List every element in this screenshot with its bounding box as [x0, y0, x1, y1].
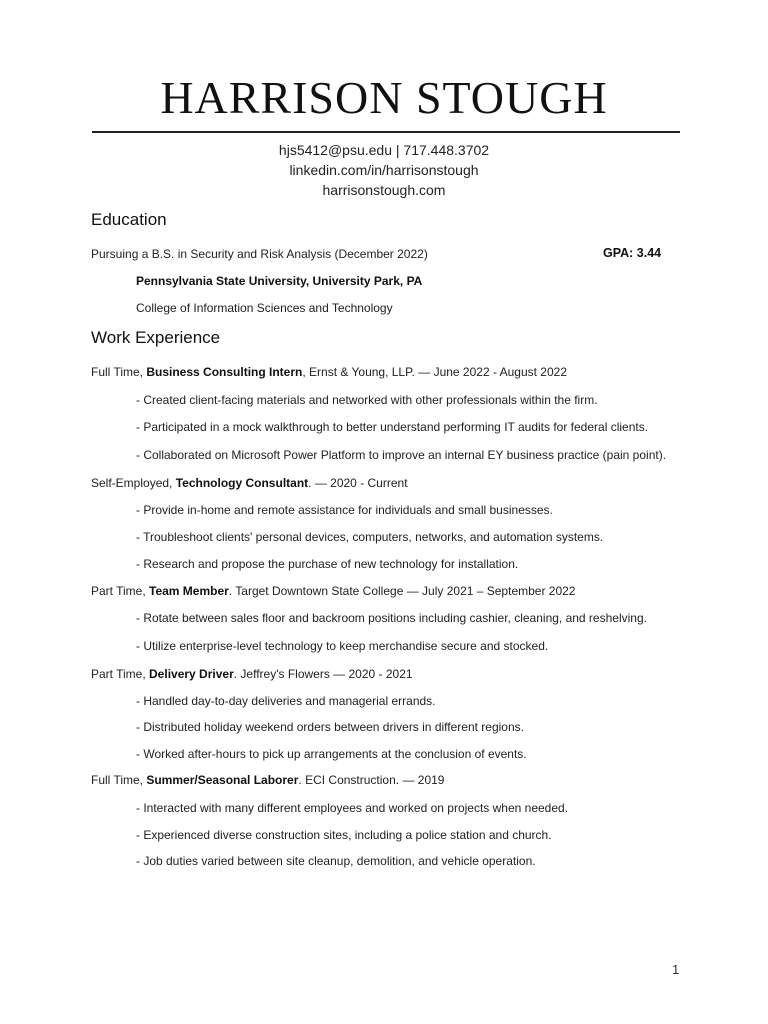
job-details: , Ernst & Young, LLP. — June 2022 - August 2022 [302, 365, 568, 379]
job-title: Technology Consultant [175, 476, 309, 490]
contact-email-phone: hjs5412@psu.edu | 717.448.3702 [278, 142, 490, 158]
job-bullet: - Rotate between sales floor and backroom positions including cashier, cleaning, and reshelving. [136, 611, 647, 625]
job-type: Part Time, [91, 584, 150, 598]
job-heading [91, 475, 408, 491]
education-school: Pennsylvania State University, University Park, PA [136, 274, 423, 288]
education-degree: Pursuing a B.S. in Security and Risk Analysis (December 2022) [91, 247, 428, 261]
contact-website: harrisonstough.com [322, 182, 446, 198]
job-details: . ECI Construction. — 2019 [298, 773, 445, 787]
job-bullet: - Interacted with many different employees and worked on projects when needed. [136, 801, 569, 815]
work-heading: Work Experience [91, 328, 221, 347]
job-bullet: - Research and propose the purchase of new technology for installation. [136, 557, 519, 571]
job-heading [91, 772, 444, 788]
job-heading [91, 364, 567, 380]
job-bullet: - Created client-facing materials and networked with other professionals within the firm. [136, 393, 598, 407]
education-heading: Education [91, 210, 167, 229]
job-details: . Jeffrey's Flowers — 2020 - 2021 [233, 667, 413, 681]
job-heading [91, 583, 575, 599]
education-college: College of Information Sciences and Technology [136, 301, 393, 315]
job-bullet: - Handled day-to-day deliveries and managerial errands. [136, 694, 436, 708]
job-type: Full Time, [91, 365, 147, 379]
job-type: Full Time, [91, 773, 147, 787]
job-title: Team Member [149, 584, 229, 598]
job-details: . Target Downtown State College — July 2021 – September 2022 [228, 584, 576, 598]
job-bullet: - Experienced diverse construction sites, including a police station and church. [136, 828, 552, 842]
job-type: Self-Employed, [91, 476, 176, 490]
job-title: Business Consulting Intern [146, 365, 303, 379]
job-bullet: - Utilize enterprise-level technology to keep merchandise secure and stocked. [136, 639, 549, 653]
page-number: 1 [672, 962, 680, 977]
job-bullet: - Distributed holiday weekend orders between drivers in different regions. [136, 720, 524, 734]
job-heading [91, 666, 413, 682]
job-bullet: - Worked after-hours to pick up arrangements at the conclusion of events. [136, 747, 527, 761]
job-bullet: - Provide in-home and remote assistance for individuals and small businesses. [136, 503, 553, 517]
job-bullet: - Participated in a mock walkthrough to better understand performing IT audits for federal clients. [136, 420, 649, 434]
education-gpa: GPA: 3.44 [603, 246, 662, 260]
job-bullet: - Job duties varied between site cleanup, demolition, and vehicle operation. [136, 854, 536, 868]
job-type: Part Time, [91, 667, 150, 681]
job-title: Delivery Driver [149, 667, 234, 681]
job-details: . — 2020 - Current [308, 476, 408, 490]
job-bullet: - Collaborated on Microsoft Power Platform to improve an internal EY business practice (pain point). [136, 448, 667, 462]
job-bullet: - Troubleshoot clients' personal devices, computers, networks, and automation systems. [136, 530, 604, 544]
contact-linkedin: linkedin.com/in/harrisonstough [289, 162, 479, 178]
resume-name: HARRISON STOUGH [160, 72, 608, 123]
job-title: Summer/Seasonal Laborer [146, 773, 299, 787]
header-rule [92, 131, 680, 133]
